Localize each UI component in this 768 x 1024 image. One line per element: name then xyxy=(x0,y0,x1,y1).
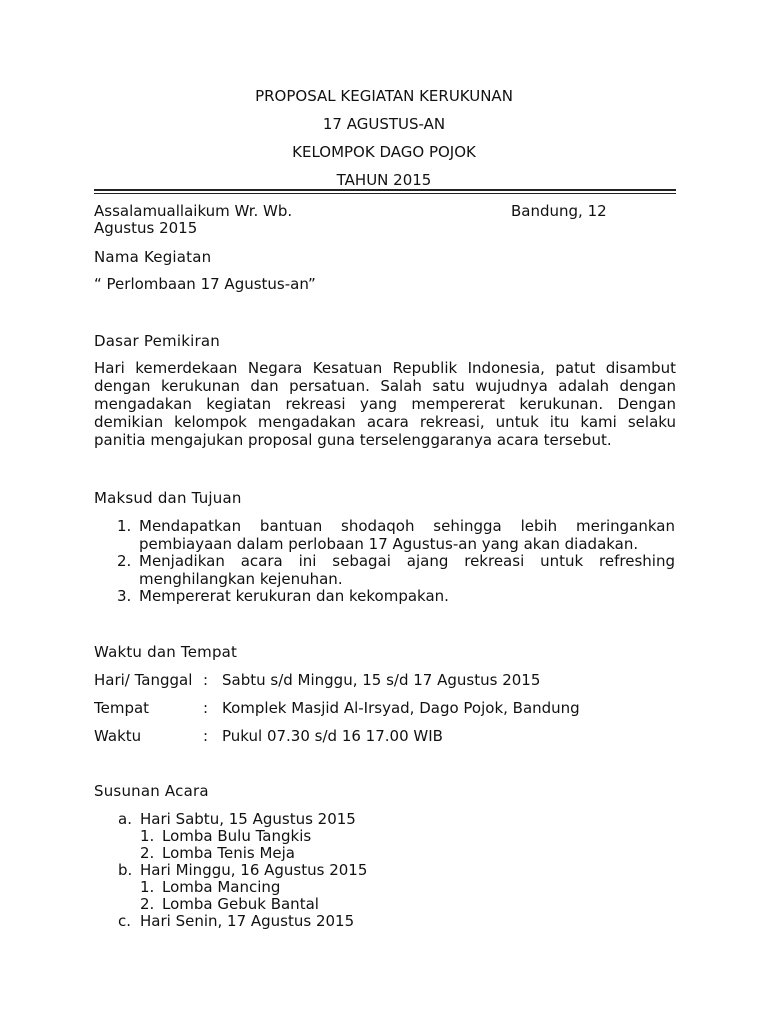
info-separator: : xyxy=(203,727,209,745)
day-letter: b. xyxy=(118,861,133,879)
info-label: Hari/ Tanggal xyxy=(94,671,193,689)
list-item xyxy=(139,588,675,606)
heading-waktu-tempat: Waktu dan Tempat xyxy=(94,643,238,661)
list-number: 3. xyxy=(117,587,132,605)
greeting-salam: Assalamuallaikum Wr. Wb. xyxy=(94,202,293,220)
dasar-pemikiran-paragraph xyxy=(94,360,676,450)
title-line-1: PROPOSAL KEGIATAN KERUKUNAN xyxy=(255,87,513,105)
heading-dasar-pemikiran: Dasar Pemikiran xyxy=(94,332,220,350)
heading-susunan-acara: Susunan Acara xyxy=(94,782,209,800)
list-item xyxy=(139,553,675,589)
sub-number: 2. xyxy=(140,895,155,913)
list-item-line: pembiayaan dalam perlobaan 17 Agustus-an yang akan diadakan. xyxy=(139,535,639,553)
info-value: Komplek Masjid Al-Irsyad, Dago Pojok, Bandung xyxy=(222,699,580,717)
title-rule-thin xyxy=(94,193,676,194)
nama-kegiatan-value: “ Perlombaan 17 Agustus-an” xyxy=(94,275,316,293)
info-separator: : xyxy=(203,699,209,717)
list-number: 2. xyxy=(117,552,132,570)
heading-maksud-tujuan: Maksud dan Tujuan xyxy=(94,489,242,507)
info-value: Sabtu s/d Minggu, 15 s/d 17 Agustus 2015 xyxy=(222,671,541,689)
paragraph-line: Hari kemerdekaan Negara Kesatuan Republik Indonesia, patut disambut xyxy=(94,359,676,377)
greeting-date-cont: Agustus 2015 xyxy=(94,219,198,237)
paragraph-line: dengan kerukunan dan persatuan. Salah satu wujudnya adalah dengan xyxy=(94,377,676,395)
sub-number: 1. xyxy=(140,827,155,845)
title-line-2: 17 AGUSTUS-AN xyxy=(322,115,446,133)
sub-label: Lomba Mancing xyxy=(162,878,281,896)
list-number: 1. xyxy=(117,517,132,535)
day-label: Hari Sabtu, 15 Agustus 2015 xyxy=(140,810,356,828)
greeting-place-date: Bandung, 12 xyxy=(511,202,607,220)
title-line-4: TAHUN 2015 xyxy=(336,171,432,189)
sub-label: Lomba Gebuk Bantal xyxy=(162,895,319,913)
info-separator: : xyxy=(203,671,209,689)
paragraph-line: demikian kelompok mengadakan acara rekreasi, untuk itu kami selaku xyxy=(94,413,676,431)
info-value: Pukul 07.30 s/d 16 17.00 WIB xyxy=(222,727,443,745)
day-label: Hari Senin, 17 Agustus 2015 xyxy=(140,912,355,930)
title-rule-thick xyxy=(94,189,676,191)
sub-number: 1. xyxy=(140,878,155,896)
title-line-3: KELOMPOK DAGO POJOK xyxy=(292,143,476,161)
heading-nama-kegiatan: Nama Kegiatan xyxy=(94,248,212,266)
list-item-line: Mendapatkan bantuan shodaqoh sehingga lebih meringankan xyxy=(139,517,675,535)
info-label: Waktu xyxy=(94,727,142,745)
sub-number: 2. xyxy=(140,844,155,862)
list-item-line: Mempererat kerukuran dan kekompakan. xyxy=(139,587,449,605)
day-label: Hari Minggu, 16 Agustus 2015 xyxy=(140,861,368,879)
day-letter: c. xyxy=(118,912,132,930)
day-letter: a. xyxy=(118,810,132,828)
paragraph-line: panitia mengajukan proposal guna terselenggaranya acara tersebut. xyxy=(94,431,612,449)
paragraph-line: mengadakan kegiatan rekreasi yang mempererat kerukunan. Dengan xyxy=(94,395,676,413)
sub-label: Lomba Tenis Meja xyxy=(162,844,295,862)
list-item xyxy=(139,518,675,554)
info-label: Tempat xyxy=(94,699,150,717)
sub-label: Lomba Bulu Tangkis xyxy=(162,827,312,845)
list-item-line: Menjadikan acara ini sebagai ajang rekreasi untuk refreshing xyxy=(139,552,675,570)
list-item-line: menghilangkan kejenuhan. xyxy=(139,570,343,588)
